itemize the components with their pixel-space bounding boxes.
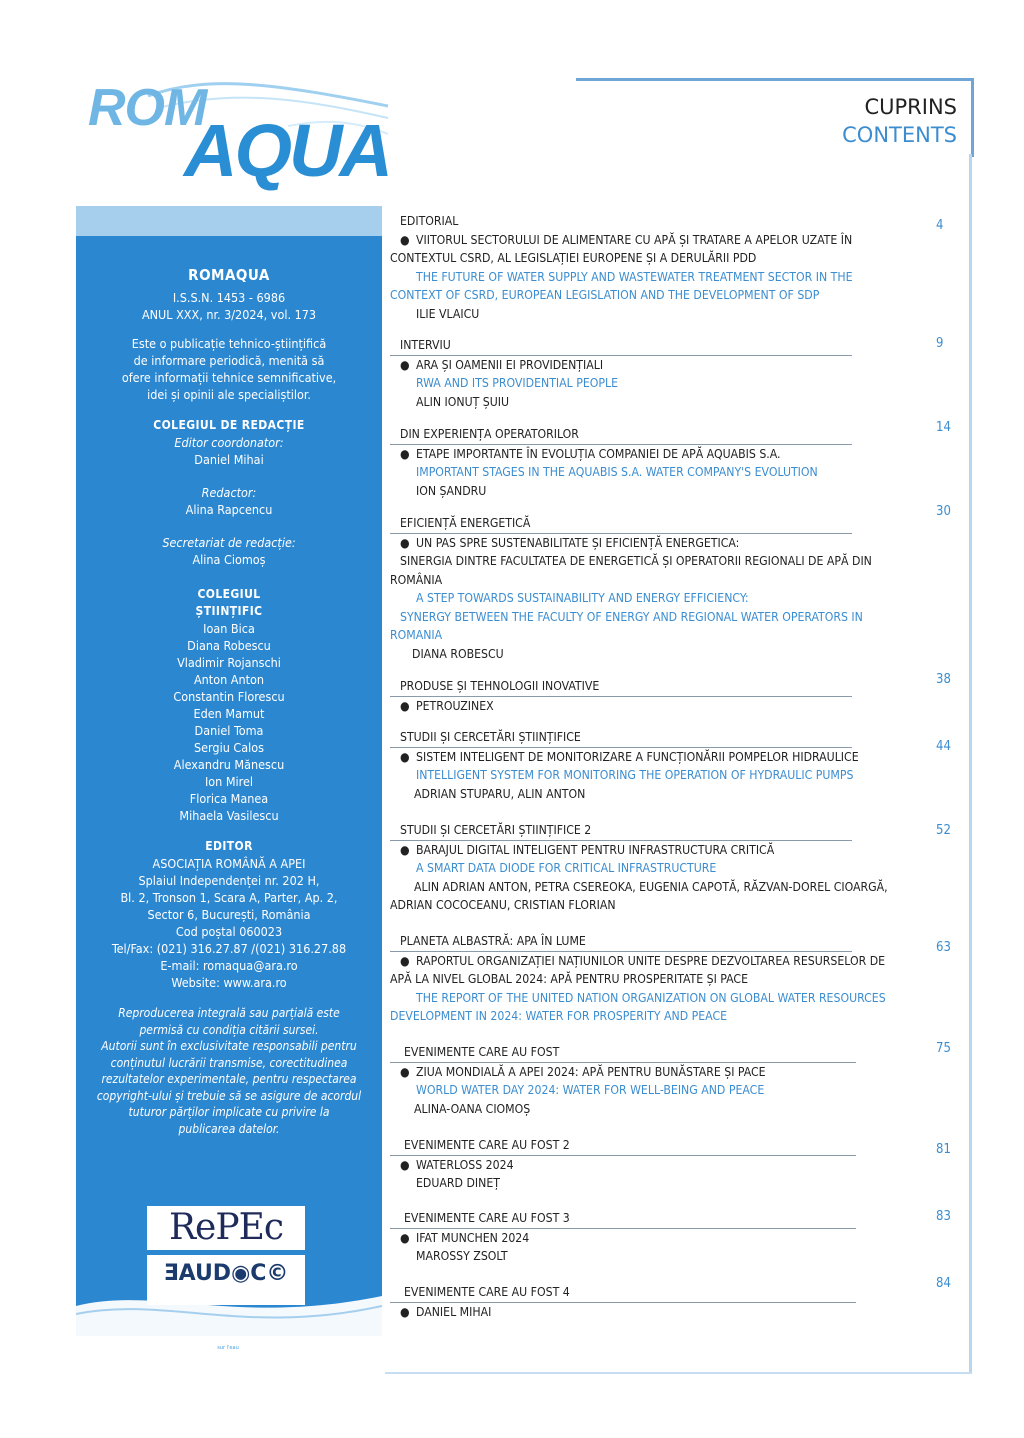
- title-ro-line: ARA ȘI OAMENII EI PROVIDENȚIALI: [416, 357, 604, 372]
- title-ro: [390, 1156, 930, 1175]
- title-en-line: A STEP TOWARDS SUSTAINABILITY AND ENERGY EFFICIENCY:: [416, 591, 749, 605]
- member-name: Alexandru Mănescu: [173, 757, 285, 772]
- editorial-board-title: COLEGIUL DE REDACȚIE: [153, 418, 305, 432]
- member-name: Constantin Florescu: [173, 689, 285, 704]
- description: [76, 335, 382, 403]
- title-en-line: THE REPORT OF THE UNITED NATION ORGANIZATION ON GLOBAL WATER RESOURCES: [416, 990, 886, 1005]
- title-ro: [390, 1229, 930, 1248]
- title-ro: [390, 841, 930, 860]
- publisher-line: Sector 6, București, România: [147, 907, 311, 922]
- section-title: DIN EXPERIENȚA OPERATORILOR: [390, 425, 852, 445]
- notice-line: permisă cu condiția citării sursei.: [139, 1022, 319, 1037]
- member-name: Vladimir Rojanschi: [177, 655, 281, 670]
- member-name: Diana Robescu: [187, 638, 271, 653]
- publisher-line: Splaiul Independenței nr. 202 H,: [138, 873, 320, 888]
- section-title: STUDII ȘI CERCETĂRI ȘTIINȚIFICE 2: [390, 821, 852, 841]
- bullet-icon: ●: [400, 953, 410, 968]
- contents-title-en: CONTENTS: [842, 123, 957, 147]
- title-ro-line: ROMÂNIA: [390, 572, 443, 587]
- toc-entry[interactable]: [390, 336, 930, 411]
- section-title: EDITORIAL: [400, 214, 459, 228]
- toc-entry[interactable]: [390, 1283, 930, 1321]
- sidebar-masthead: [76, 206, 382, 1351]
- bullet-icon: ●: [400, 842, 410, 857]
- bullet-icon: ●: [400, 698, 410, 713]
- section-title: EVENIMENTE CARE AU FOST 3: [390, 1209, 856, 1229]
- toc-entry[interactable]: [390, 677, 930, 715]
- page-number[interactable]: 38: [936, 672, 951, 687]
- bullet-icon: ●: [400, 357, 410, 372]
- title-en-line: THE FUTURE OF WATER SUPPLY AND WASTEWATER TREATMENT SECTOR IN THE: [416, 269, 853, 284]
- title-ro: [390, 1063, 930, 1082]
- member-name: Ion Mirel: [204, 774, 254, 789]
- publisher-title: EDITOR: [205, 839, 253, 853]
- logo-aqua-text: AQUA: [184, 109, 390, 192]
- page-number[interactable]: 30: [936, 504, 951, 519]
- section-title: PLANETA ALBASTRĂ: APA ÎN LUME: [390, 932, 852, 952]
- sidebar-wave-icon: [76, 1276, 382, 1336]
- author: ALIN ADRIAN ANTON, PETRA CSEREOKA, EUGENIA CAPOTĂ, RĂZVAN-DOREL CIOARGĂ,: [414, 879, 888, 894]
- scientific-board-title: ȘTIINȚIFIC: [195, 604, 263, 618]
- publisher-address: [76, 855, 382, 991]
- title-ro: [390, 952, 930, 971]
- toc-entry[interactable]: [390, 1043, 930, 1118]
- author: ADRIAN STUPARU, ALIN ANTON: [414, 786, 586, 801]
- sidebar-top-band: [76, 206, 382, 236]
- title-ro: [390, 697, 930, 716]
- title-ro-line: ZIUA MONDIALĂ A APEI 2024: APĂ PENTRU BUNĂSTARE ȘI PACE: [416, 1064, 766, 1079]
- author: DIANA ROBESCU: [412, 646, 504, 661]
- title-ro: [390, 231, 930, 250]
- eaudoc-logo-text: ƎAUD◉C©: [163, 1261, 289, 1286]
- notice-line: copyright-ului și trebuie să se asigure de acordul: [96, 1088, 362, 1103]
- notice-line: Autorii sunt în exclusivitate responsabili pentru: [101, 1039, 357, 1053]
- title-ro-line: SISTEM INTELIGENT DE MONITORIZARE A FUNCȚIONĂRII POMPELOR HIDRAULICE: [416, 749, 859, 764]
- page-number[interactable]: 83: [936, 1209, 951, 1224]
- title-ro-line: CONTEXTUL CSRD, AL LEGISLAȚIEI EUROPENE ȘI A DERULĂRII PDD: [390, 251, 757, 265]
- publisher-website[interactable]: Website: www.ara.ro: [171, 975, 287, 990]
- eaudoc-subtitle: sur l'eau: [217, 1345, 239, 1351]
- author: ION ȘANDRU: [416, 483, 487, 498]
- description-line: Este o publicație tehnico-științifică: [131, 336, 327, 351]
- page-number[interactable]: 4: [936, 218, 944, 233]
- title-ro: [390, 356, 930, 375]
- title-ro-line: RAPORTUL ORGANIZAȚIEI NAȚIUNILOR UNITE DESPRE DEZVOLTAREA RESURSELOR DE: [416, 953, 886, 968]
- bullet-icon: ●: [400, 535, 410, 550]
- contents-title: [842, 93, 957, 149]
- bullet-icon: ●: [400, 1064, 410, 1079]
- toc-entry[interactable]: [390, 728, 930, 803]
- title-ro: [390, 534, 930, 553]
- member-name: Mihaela Vasilescu: [179, 808, 279, 823]
- toc-entry[interactable]: [390, 425, 930, 500]
- section-title: STUDII ȘI CERCETĂRI ȘTIINȚIFICE: [390, 728, 852, 748]
- page-number[interactable]: 14: [936, 420, 951, 435]
- member-name: Sergiu Calos: [193, 740, 265, 755]
- coordinator-label: Editor coordonator:: [174, 435, 284, 450]
- publisher-line: Cod poștal 060023: [175, 924, 283, 939]
- sidebar-content: [76, 266, 382, 1137]
- author: MAROSSY ZSOLT: [416, 1249, 508, 1263]
- toc-entry[interactable]: [390, 821, 930, 915]
- bullet-icon: ●: [400, 1304, 410, 1319]
- bullet-icon: ●: [400, 1157, 410, 1172]
- page-number[interactable]: 52: [936, 823, 951, 838]
- title-ro: [390, 445, 930, 464]
- description-line: idei și opinii ale specialiștilor.: [147, 387, 311, 402]
- description-line: de informare periodică, menită să: [133, 353, 325, 368]
- description-line: ofere informații tehnice semnificative,: [121, 370, 337, 385]
- title-ro-line: IFAT MUNCHEN 2024: [416, 1230, 530, 1245]
- bullet-icon: ●: [400, 1230, 410, 1245]
- member-name: Daniel Toma: [194, 723, 264, 738]
- title-ro-line: BARAJUL DIGITAL INTELIGENT PENTRU INFRASTRUCTURA CRITICĂ: [416, 842, 775, 857]
- contents-title-ro: CUPRINS: [864, 95, 957, 119]
- toc-entry[interactable]: [390, 212, 930, 323]
- author: ALIN IONUȚ ȘUIU: [416, 394, 510, 409]
- title-ro-line: VIITORUL SECTORULUI DE ALIMENTARE CU APĂ ȘI TRATARE A APELOR UZATE ÎN: [416, 232, 853, 247]
- notice-line: Reproducerea integrală sau parțială este: [118, 1006, 340, 1020]
- title-ro-line: UN PAS SPRE SUSTENABILITATE ȘI EFICIENȚĂ ENERGETICA:: [416, 535, 740, 550]
- bullet-icon: ●: [400, 446, 410, 461]
- title-ro-line: PETROUZINEX: [416, 698, 494, 713]
- member-name: Florica Manea: [189, 791, 269, 806]
- publisher-line: Bl. 2, Tronson 1, Scara A, Parter, Ap. 2,: [120, 890, 338, 905]
- page-number[interactable]: 44: [936, 739, 951, 754]
- notice-line: conținutul lucrării transmise, corectitudinea: [110, 1055, 348, 1070]
- title-en-line: A SMART DATA DIODE FOR CRITICAL INFRASTRUCTURE: [416, 861, 717, 875]
- notice-line: rezultatelor experimentale, pentru respectarea: [101, 1072, 357, 1086]
- member-name: Eden Mamut: [193, 706, 265, 721]
- author: EDUARD DINEȚ: [416, 1176, 500, 1190]
- author: ILIE VLAICU: [416, 306, 480, 321]
- title-ro: [390, 748, 930, 767]
- publisher-line: ASOCIAȚIA ROMÂNĂ A APEI: [152, 856, 306, 871]
- section-title: EVENIMENTE CARE AU FOST 2: [390, 1136, 856, 1156]
- title-en-line: CONTEXT OF CSRD, EUROPEAN LEGISLATION AND THE DEVELOPMENT OF SDP: [390, 288, 820, 302]
- secretariat-label: Secretariat de redacție:: [162, 535, 296, 550]
- frame-right-border: [969, 154, 972, 1374]
- toc-entry[interactable]: [390, 1136, 930, 1193]
- author: ALINA-OANA CIOMOȘ: [414, 1101, 531, 1116]
- bullet-icon: ●: [400, 232, 410, 247]
- page-number[interactable]: 84: [936, 1276, 951, 1291]
- frame-bottom-border: [385, 1372, 972, 1374]
- section-title: INTERVIU: [390, 336, 852, 356]
- journal-title: ROMAQUA: [188, 266, 270, 284]
- publisher-email[interactable]: E-mail: romaqua@ara.ro: [160, 958, 298, 973]
- issue-info: ANUL XXX, nr. 3/2024, vol. 173: [141, 307, 317, 322]
- publisher-line: Tel/Fax: (021) 316.27.87 /(021) 316.27.88: [111, 941, 347, 956]
- title-en-line: WORLD WATER DAY 2024: WATER FOR WELL-BEING AND PEACE: [416, 1083, 765, 1097]
- secretariat-name: Alina Ciomoș: [192, 552, 266, 567]
- title-en-line: RWA AND ITS PROVIDENTIAL PEOPLE: [416, 376, 619, 390]
- coordinator-name: Daniel Mihai: [194, 452, 264, 467]
- section-title: PRODUSE ȘI TEHNOLOGII INOVATIVE: [390, 677, 852, 697]
- scientific-board-title: COLEGIUL: [197, 587, 261, 601]
- toc-entry[interactable]: [390, 1209, 930, 1266]
- member-name: Ioan Bica: [203, 621, 255, 636]
- page-number[interactable]: 9: [936, 336, 944, 351]
- title-ro: [390, 1303, 930, 1322]
- title-ro-line: WATERLOSS 2024: [416, 1157, 514, 1172]
- repec-logo[interactable]: RePEc: [147, 1206, 305, 1250]
- title-ro-line: DANIEL MIHAI: [416, 1304, 492, 1319]
- page-number[interactable]: 63: [936, 940, 951, 955]
- title-ro-line: ETAPE IMPORTANTE ÎN EVOLUȚIA COMPANIEI DE APĂ AQUABIS S.A.: [416, 446, 781, 461]
- page-number[interactable]: 75: [936, 1041, 951, 1056]
- issn: I.S.S.N. 1453 - 6986: [172, 290, 286, 305]
- copyright-notice: [76, 1005, 382, 1137]
- scientific-members-list: [76, 620, 382, 824]
- toc-entry[interactable]: [390, 514, 930, 663]
- title-ro-line: SINERGIA DINTRE FACULTATEA DE ENERGETICĂ ȘI OPERATORII REGIONALI DE APĂ DIN: [400, 554, 872, 568]
- title-en-line: SYNERGY BETWEEN THE FACULTY OF ENERGY AND REGIONAL WATER OPERATORS IN: [400, 609, 863, 624]
- member-name: Anton Anton: [193, 672, 265, 687]
- title-en-line: ROMANIA: [390, 628, 443, 642]
- section-title: EFICIENȚĂ ENERGETICĂ: [390, 514, 852, 534]
- toc-entry[interactable]: [390, 932, 930, 1026]
- section-title: EVENIMENTE CARE AU FOST 4: [390, 1283, 856, 1303]
- contents-header-box: [576, 78, 974, 157]
- section-title: EVENIMENTE CARE AU FOST: [390, 1043, 856, 1063]
- editor-name: Alina Rapcencu: [185, 502, 273, 517]
- bullet-icon: ●: [400, 749, 410, 764]
- editor-label: Redactor:: [201, 485, 257, 500]
- page-number[interactable]: 81: [936, 1142, 951, 1157]
- title-en-line: DEVELOPMENT IN 2024: WATER FOR PROSPERITY AND PEACE: [390, 1009, 728, 1023]
- notice-line: tuturor părților implicate cu privire la: [128, 1105, 330, 1119]
- romaqua-logo: [88, 78, 390, 192]
- title-ro-line: APĂ LA NIVEL GLOBAL 2024: APĂ PENTRU PROSPERITATE ȘI PACE: [390, 972, 749, 986]
- notice-line: publicarea datelor.: [178, 1121, 280, 1136]
- logo-rom-text: ROM: [88, 79, 207, 137]
- title-en-line: IMPORTANT STAGES IN THE AQUABIS S.A. WATER COMPANY'S EVOLUTION: [416, 465, 818, 479]
- author: ADRIAN COCOCEANU, CRISTIAN FLORIAN: [390, 898, 616, 912]
- title-en-line: INTELLIGENT SYSTEM FOR MONITORING THE OPERATION OF HYDRAULIC PUMPS: [416, 768, 854, 782]
